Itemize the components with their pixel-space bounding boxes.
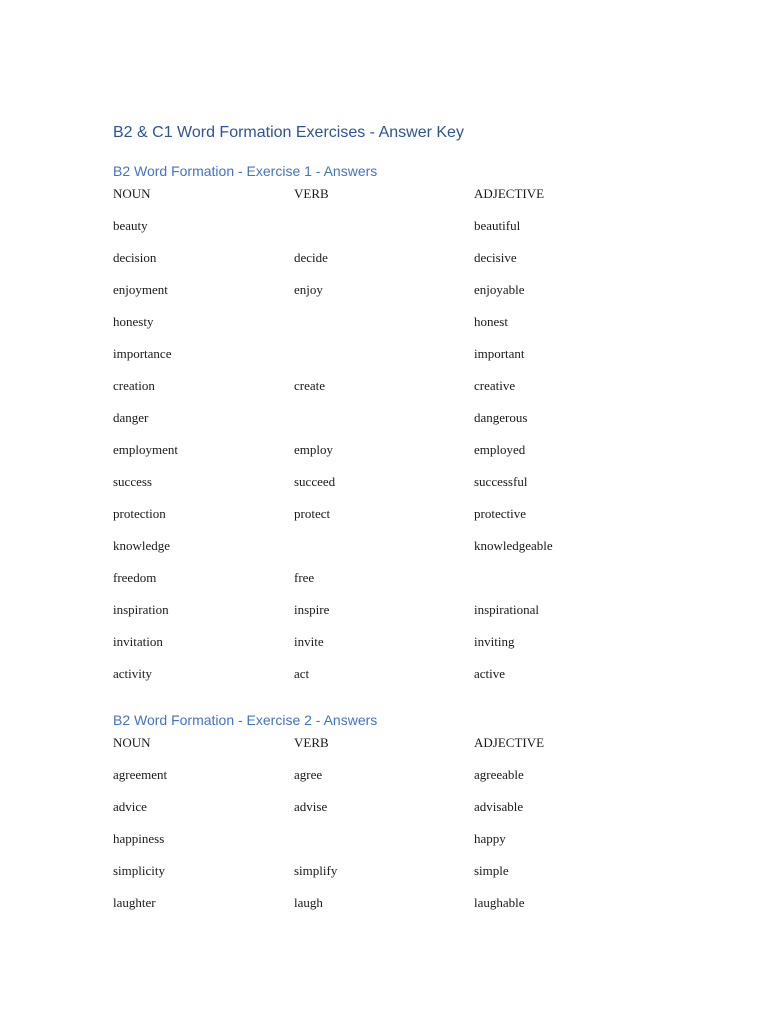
table-cell: happiness	[113, 831, 165, 846]
table-cell: importance	[113, 346, 172, 361]
table-cell: laughter	[113, 895, 156, 910]
table-cell: inviting	[474, 634, 515, 649]
table-cell: beautiful	[474, 218, 521, 233]
table-cell: inspirational	[474, 602, 539, 617]
table-row	[113, 410, 673, 442]
table-cell: dangerous	[474, 410, 528, 425]
document-title: B2 & C1 Word Formation Exercises - Answer Key	[113, 124, 464, 141]
table-cell: advise	[294, 799, 328, 814]
column-header: ADJECTIVE	[474, 186, 545, 201]
table-row	[113, 250, 673, 282]
table-cell: protective	[474, 506, 526, 521]
table-cell: creation	[113, 378, 155, 393]
table-row	[113, 474, 673, 506]
table-row	[113, 378, 673, 410]
table-cell: simple	[474, 863, 509, 878]
table-cell: important	[474, 346, 525, 361]
table-cell: invitation	[113, 634, 163, 649]
column-header: NOUN	[113, 186, 151, 201]
table-header-row	[113, 186, 673, 218]
table-row	[113, 602, 673, 634]
table-cell: advisable	[474, 799, 524, 814]
table-row	[113, 895, 673, 927]
table-cell: succeed	[294, 474, 336, 489]
table-cell: decisive	[474, 250, 517, 265]
table-cell: enjoy	[294, 282, 323, 297]
table-row	[113, 346, 673, 378]
table-cell: honesty	[113, 314, 154, 329]
table-cell: agree	[294, 767, 323, 782]
table-row	[113, 218, 673, 250]
table-cell: employment	[113, 442, 178, 457]
table-cell: creative	[474, 378, 516, 393]
table-cell: danger	[113, 410, 149, 425]
table-cell: inspiration	[113, 602, 169, 617]
table-cell: simplify	[294, 863, 338, 878]
word-table-exercise-2	[113, 735, 673, 927]
table-cell: act	[294, 666, 310, 681]
table-cell: knowledgeable	[474, 538, 553, 553]
table-cell: inspire	[294, 602, 330, 617]
table-cell: decision	[113, 250, 157, 265]
table-header-row	[113, 735, 673, 767]
table-cell: invite	[294, 634, 324, 649]
table-row	[113, 570, 673, 602]
table-row	[113, 863, 673, 895]
table-cell: employed	[474, 442, 526, 457]
table-cell: agreeable	[474, 767, 524, 782]
table-cell: enjoyable	[474, 282, 525, 297]
table-cell: activity	[113, 666, 152, 681]
table-cell: laugh	[294, 895, 323, 910]
column-header: ADJECTIVE	[474, 735, 545, 750]
table-cell: create	[294, 378, 326, 393]
section-heading-exercise-1: B2 Word Formation - Exercise 1 - Answers	[113, 163, 378, 179]
table-row	[113, 442, 673, 474]
table-cell: protect	[294, 506, 331, 521]
table-row	[113, 634, 673, 666]
table-row	[113, 314, 673, 346]
table-row	[113, 767, 673, 799]
word-table-exercise-1	[113, 186, 673, 698]
table-cell: beauty	[113, 218, 148, 233]
column-header: VERB	[294, 186, 329, 201]
table-cell: agreement	[113, 767, 168, 782]
table-row	[113, 799, 673, 831]
table-cell: decide	[294, 250, 328, 265]
table-cell: happy	[474, 831, 506, 846]
table-cell: protection	[113, 506, 166, 521]
table-row	[113, 282, 673, 314]
table-cell: simplicity	[113, 863, 165, 878]
table-cell: successful	[474, 474, 528, 489]
table-row	[113, 666, 673, 698]
table-cell: success	[113, 474, 152, 489]
column-header: VERB	[294, 735, 329, 750]
column-header: NOUN	[113, 735, 151, 750]
section-heading-exercise-2: B2 Word Formation - Exercise 2 - Answers	[113, 712, 378, 728]
table-cell: advice	[113, 799, 147, 814]
table-row	[113, 831, 673, 863]
table-row	[113, 538, 673, 570]
table-cell: laughable	[474, 895, 525, 910]
table-cell: active	[474, 666, 506, 681]
table-cell: freedom	[113, 570, 157, 585]
table-cell: enjoyment	[113, 282, 168, 297]
table-cell: employ	[294, 442, 333, 457]
table-cell: knowledge	[113, 538, 171, 553]
table-cell: free	[294, 570, 315, 585]
table-row	[113, 506, 673, 538]
table-cell: honest	[474, 314, 508, 329]
